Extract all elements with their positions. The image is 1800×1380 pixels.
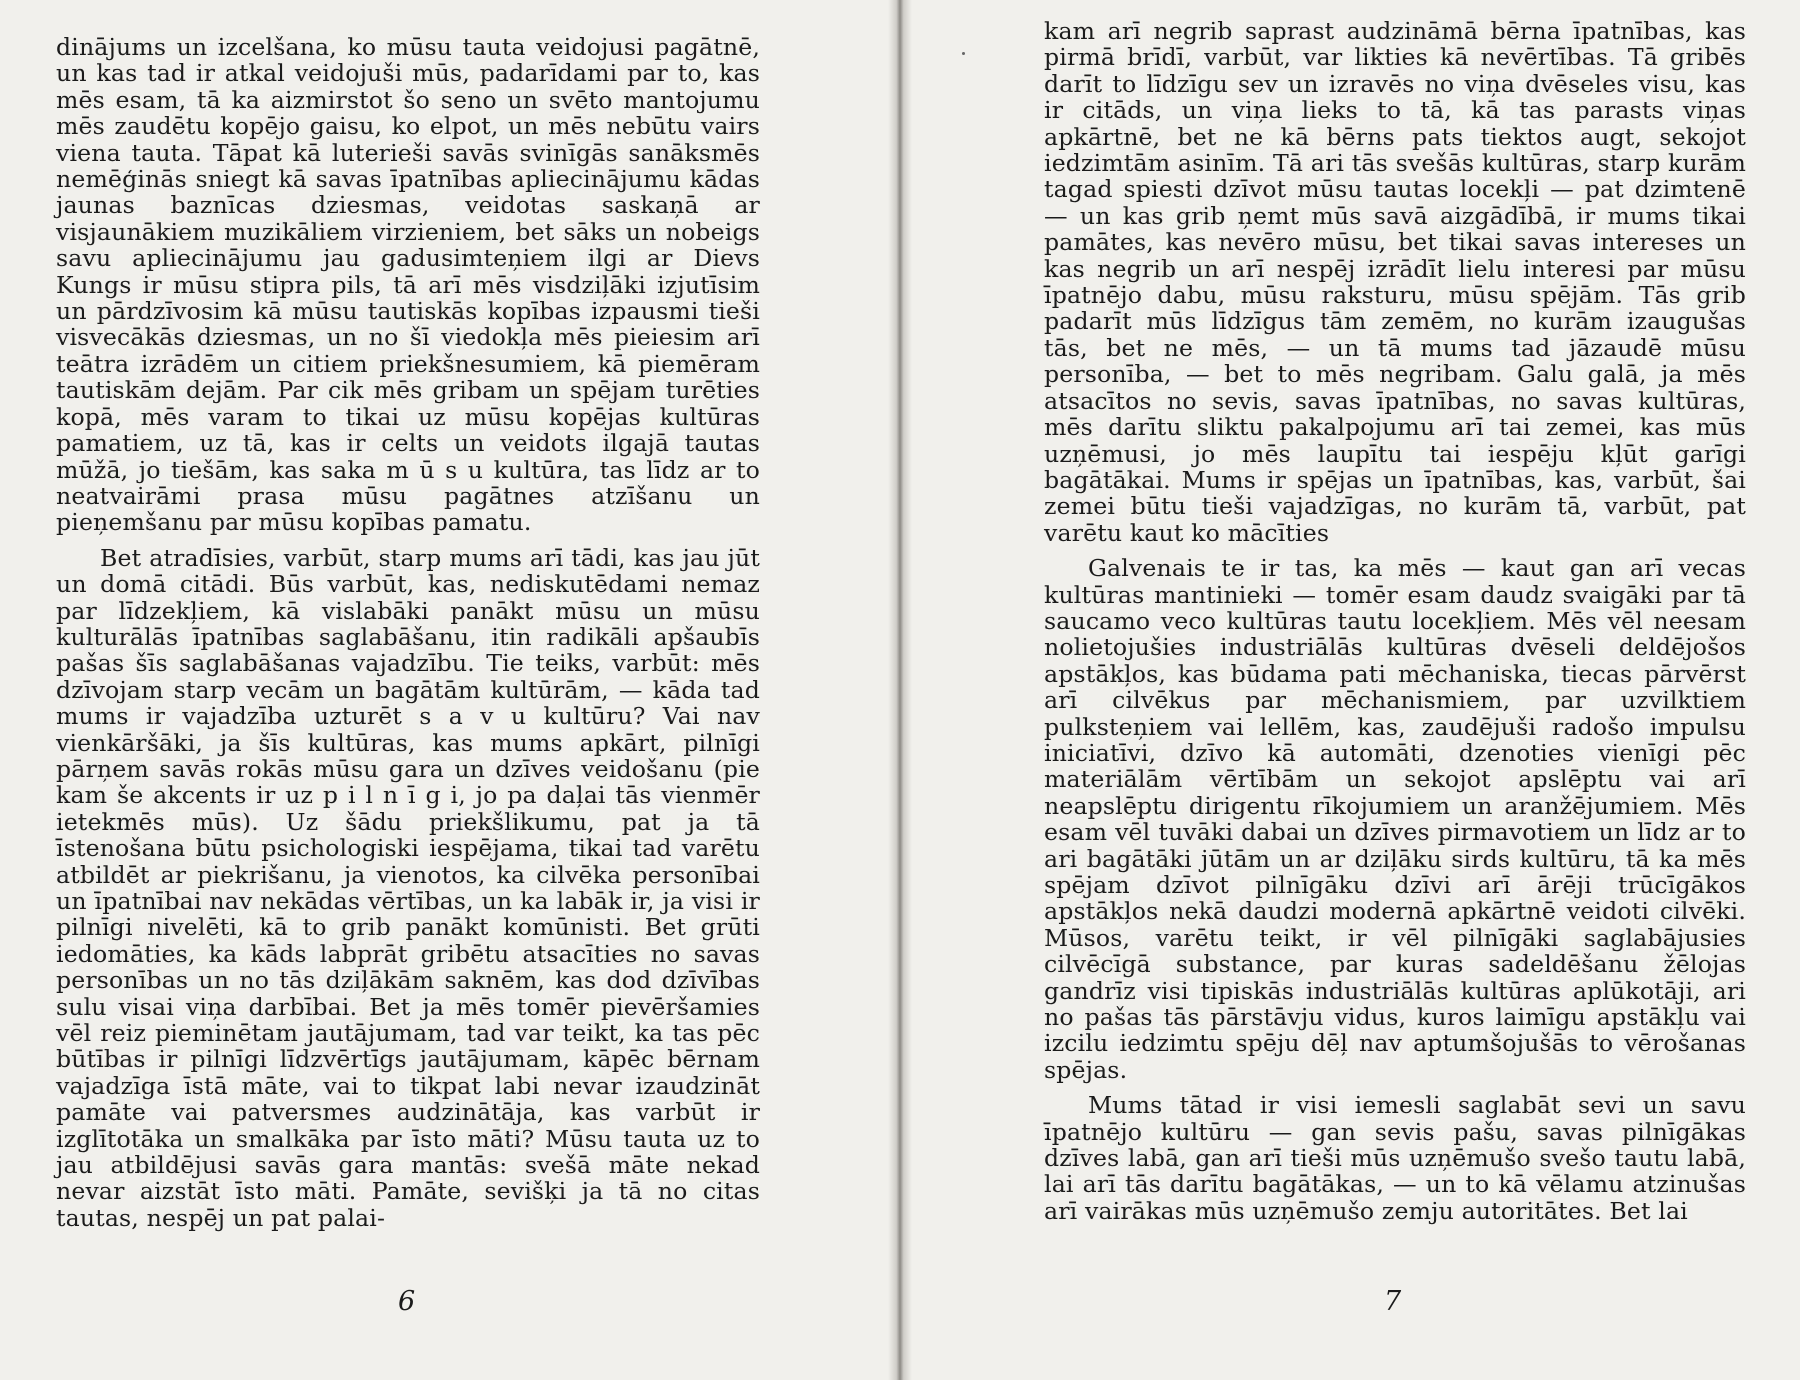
book-gutter (888, 0, 912, 1380)
paragraph: dinājums un izcelšana, ko mūsu tauta veidojusi pagātnē, un kas tad ir atkal veidojuši mūs, padarīdami par to, kas mēs esam, tā ka aizmirstot šo seno un svēto mantojumu mēs zaudētu kopējo gaisu, ko elpot, un mēs nebūtu vairs viena tauta. Tāpat kā luterieši savās svinīgās sanāksmēs nemēģinās sniegt kā savas īpatnības apliecinājumu kādas jaunas baznīcas dziesmas, veidotas saskaņā ar visjaunākiem muzikāliem virzieniem, bet sāks un nobeigs savu apliecinājumu jau gadusimteņiem ilgi ar Dievs Kungs ir mūsu stipra pils, tā arī mēs visdziļāki izjutīsim un pārdzīvosim kā mūsu tautiskās kopības izpausmi tieši visvecākās dziesmas, un no šī viedokļa mēs pieiesim arī teātra izrādēm un citiem priekšnesumiem, kā piemēram tautiskām dejām. Par cik mēs gribam un spējam turēties kopā, mēs varam to tikai uz mūsu kopējas kultūras pamatiem, uz tā, kas ir celts un veidots ilgajā tautas mūžā, jo tiešām, kas saka m ū s u kultūra, tas līdz ar to neatvairāmi prasa mūsu pagātnes atzīšanu un pieņemšanu par mūsu kopības pamatu. (56, 33, 760, 537)
left-page (0, 0, 888, 1380)
paragraph: Mums tātad ir visi iemesli saglabāt sevi un savu īpatnējo kultūru — gan sevis pašu, savas pilnīgākas dzīves labā, gan arī tieši mūs uzņēmušo svešo tautu labā, lai arī tās darītu bagātākas, — un to kā vēlamu atzinušas arī vairākas mūs uzņēmušo zemju autoritātes. Bet lai (1044, 1091, 1746, 1225)
paragraph: kam arī negrib saprast audzināmā bērna īpatnības, kas pirmā brīdī, varbūt, var likties kā nevērtības. Tā gribēs darīt to līdzīgu sev un izravēs no viņa dvēseles visu, kas ir citāds, un viņa lieks to tā, kā tas parasts viņas apkārtnē, bet ne kā bērns pats tiektos augt, sekojot iedzimtām asinīm. Tā ari tās svešās kultūras, starp kurām tagad spiesti dzīvot mūsu tautas locekļi — pat dzimtenē — un kas grib ņemt mūs savā aizgādībā, ir mums tikai pamātes, kas nevēro mūsu, bet tikai savas intereses un kas negrib un arī nespēj izrādīt lielu interesi par mūsu īpatnējo dabu, mūsu raksturu, mūsu spējām. Tās grib padarīt mūs līdzīgus tām zemēm, no kurām izaugušas tās, bet ne mēs, — un tā mums tad jāzaudē mūsu personība, — bet to mēs negribam. Galu galā, ja mēs atsacītos no sevis, savas īpatnības, no savas kultūras, mēs darītu sliktu pakalpojumu arī tai zemei, kas mūs uzņēmusi, jo mēs laupītu tai iespēju kļūt garīgi bagātākai. Mums ir spējas un īpatnības, kas, varbūt, šai zemei būtu tieši vajadzīgas, no kurām tā, varbūt, pat varētu kaut ko mācīties (1044, 17, 1746, 547)
left-page-text (56, 34, 760, 1231)
page-number: 6 (398, 1286, 416, 1317)
page-number: 7 (1384, 1286, 1402, 1317)
right-page-text (1044, 18, 1746, 1224)
paragraph: Galvenais te ir tas, ka mēs — kaut gan arī vecas kultūras mantinieki — tomēr esam daudz svaigāki par tā saucamo veco kultūras tautu locekļiem. Mēs vēl neesam nolietojušies industriālās kultūras dvēseli deldējošos apstākļos, kas būdama pati mēchaniska, tiecas pārvērst arī cilvēkus par mēchanismiem, par uzvilktiem pulksteņiem vai lellēm, kas, zaudējuši radošo impulsu iniciatīvi, dzīvo kā automāti, dzenoties vienīgi pēc materiālām vērtībām un sekojot apslēptu vai arī neapslēptu dirigentu rīkojumiem un aranžējumiem. Mēs esam vēl tuvāki dabai un dzīves pirmavotiem un līdz ar to ari bagātāki jūtām un ar dziļāku sirds kultūru, tā ka mēs spējam dzīvot pilnīgāku dzīvi arī ārēji trūcīgākos apstākļos nekā daudzi modernā apkārtnē veidoti cilvēki. Mūsos, varētu teikt, ir vēl pilnīgāki saglabājusies cilvēcīgā substance, par kuras sadeldēšanu žēlojas gandrīz visi tipiskās industriālās kultūras aplūkotāji, ari no pašas tās pārstāvju vidus, kuros laimīgu apstākļu vai izcilu iedzimtu spēju dēļ nav aptumšojušās to vērošanas spējas. (1044, 554, 1746, 1084)
paragraph: Bet atradīsies, varbūt, starp mums arī tādi, kas jau jūt un domā citādi. Būs varbūt, kas, nediskutēdami nemaz par līdzekļiem, kā vislabāki panākt mūsu un mūsu kulturālās īpatnības saglabāšanu, itin radikāli apšaubīs pašas šīs saglabāšanas vajadzību. Tie teiks, varbūt: mēs dzīvojam starp vecām un bagātām kultūrām, — kāda tad mums ir vajadzība uzturēt s a v u kultūru? Vai nav vienkāršāki, ja šīs kultūras, kas mums apkārt, pilnīgi pārņem savās rokās mūsu gara un dzīves veidošanu (pie kam še akcents ir uz p i l n ī g i, jo pa daļai tās vienmēr ietekmēs mūs). Uz šādu priekšlikumu, pat ja tā īstenošana būtu psichologiski iespējama, tikai tad varētu atbildēt ar piekrišanu, ja vienotos, ka cilvēka personībai un īpatnībai nav nekādas vērtības, un ka labāk ir, ja visi ir pilnīgi nivelēti, kā to grib panākt komūnisti. Bet grūti iedomāties, ka kāds labprāt gribētu atsacīties no savas personības un no tās dziļākām saknēm, kas dod dzīvības sulu visai viņa darbībai. Bet ja mēs tomēr pievēršamies vēl reiz pieminētam jautājumam, tad var teikt, ka tas pēc būtības ir pilnīgi līdzvērtīgs jautājumam, kāpēc bērnam vajadzīga īstā māte, vai to tikpat labi nevar izaudzināt pamāte vai patversmes audzinātāja, kas varbūt ir izglītotāka un smalkāka par īsto māti? Mūsu tauta uz to jau atbildējusi savās gara mantās: svešā māte nekad nevar aizstāt īsto māti. Pamāte, sevišķi ja tā no citas tautas, nespēj un pat palai- (56, 543, 760, 1232)
right-page (912, 0, 1800, 1380)
paper-speck (962, 52, 965, 55)
